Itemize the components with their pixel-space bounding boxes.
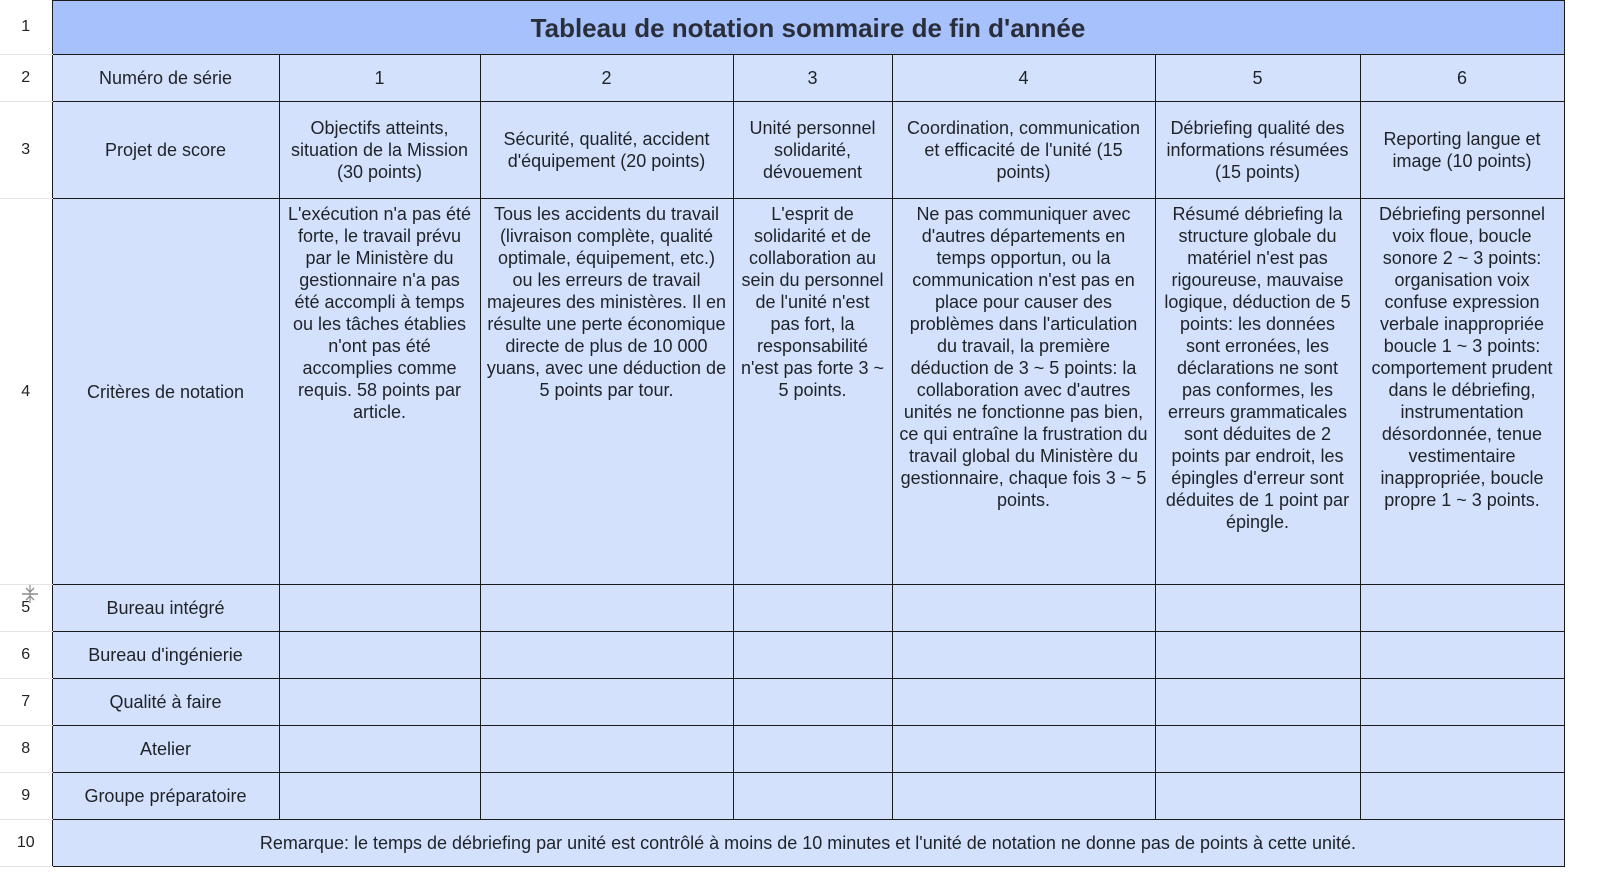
unit-cell[interactable]: Bureau intégré — [52, 585, 279, 632]
project-cell[interactable]: Objectifs atteints, situation de la Mission (30 points) — [279, 102, 480, 199]
row-9 — [0, 773, 1564, 820]
project-label-cell[interactable]: Projet de score — [52, 102, 279, 199]
unit-cell[interactable]: Bureau d'ingénierie — [52, 632, 279, 679]
unit-cell[interactable]: Qualité à faire — [52, 679, 279, 726]
score-cell[interactable] — [279, 679, 480, 726]
row-1 — [0, 1, 1564, 55]
score-cell[interactable] — [892, 679, 1155, 726]
score-cell[interactable] — [279, 773, 480, 820]
score-cell[interactable] — [892, 773, 1155, 820]
row-3 — [0, 102, 1564, 199]
row-4 — [0, 199, 1564, 585]
row-number[interactable]: 4 — [0, 199, 52, 585]
unit-cell[interactable]: Groupe préparatoire — [52, 773, 279, 820]
criteria-cell[interactable]: Ne pas communiquer avec d'autres départements en temps opportun, ou la communication n'est pas en place pour causer des problèmes dans l'articulation du travail, la première déduction de 3 ~ 5 points: la collaboration avec d'autres unités ne fonctionne pas bien, ce qui entraîne la frustration du travail global du Ministère du gestionnaire, chaque fois 3 ~ 5 points. — [892, 199, 1155, 585]
project-cell[interactable]: Unité personnel solidarité, dévouement — [733, 102, 892, 199]
row-8 — [0, 726, 1564, 773]
row-number[interactable]: 1 — [0, 1, 52, 55]
project-cell[interactable]: Sécurité, qualité, accident d'équipement (20 points) — [480, 102, 733, 199]
serial-label-cell[interactable]: Numéro de série — [52, 55, 279, 102]
score-cell[interactable] — [1360, 726, 1564, 773]
criteria-cell[interactable]: Tous les accidents du travail (livraison complète, qualité optimale, équipement, etc.) ou les erreurs de travail majeures des ministères. Il en résulte une perte économique directe de plus de 10 000 yuans, avec une déduction de 5 points par tour. — [480, 199, 733, 585]
row-number[interactable]: 2 — [0, 55, 52, 102]
unit-cell[interactable]: Atelier — [52, 726, 279, 773]
row-number[interactable]: 5 — [0, 585, 52, 632]
score-cell[interactable] — [480, 773, 733, 820]
criteria-cell[interactable]: Débriefing personnel voix floue, boucle sonore 2 ~ 3 points: organisation voix confuse expression verbale inappropriée boucle 1 ~ 3 points: comportement prudent dans le débriefing, instrumentation désordonnée, tenue vestimentaire inappropriée, boucle propre 1 ~ 3 points. — [1360, 199, 1564, 585]
serial-cell[interactable]: 1 — [279, 55, 480, 102]
serial-cell[interactable]: 3 — [733, 55, 892, 102]
score-cell[interactable] — [733, 585, 892, 632]
criteria-cell[interactable]: Résumé débriefing la structure globale du matériel n'est pas rigoureuse, mauvaise logique, déduction de 5 points: les données sont erronées, les déclarations ne sont pas conformes, les erreurs grammaticales sont déduites de 2 points par endroit, les épingles d'erreur sont déduites de 1 point par épingle. — [1155, 199, 1360, 585]
row-7 — [0, 679, 1564, 726]
row-resize-icon-glyph — [19, 583, 41, 605]
score-cell[interactable] — [733, 773, 892, 820]
score-cell[interactable] — [892, 585, 1155, 632]
criteria-cell[interactable]: L'esprit de solidarité et de collaboration au sein du personnel de l'unité n'est pas fort, la responsabilité n'est pas forte 3 ~ 5 points. — [733, 199, 892, 585]
score-cell[interactable] — [279, 632, 480, 679]
score-cell[interactable] — [279, 726, 480, 773]
project-cell[interactable]: Débriefing qualité des informations résumées (15 points) — [1155, 102, 1360, 199]
criteria-cell[interactable]: L'exécution n'a pas été forte, le travail prévu par le Ministère du gestionnaire n'a pas été accompli à temps ou les tâches établies n'ont pas été accomplies comme requis. 58 points par article. — [279, 199, 480, 585]
row-5 — [0, 585, 1564, 632]
title-cell[interactable]: Tableau de notation sommaire de fin d'année — [52, 1, 1564, 55]
score-cell[interactable] — [1155, 726, 1360, 773]
score-cell[interactable] — [733, 726, 892, 773]
row-6 — [0, 632, 1564, 679]
criteria-label-cell[interactable]: Critères de notation — [52, 199, 279, 585]
score-cell[interactable] — [1360, 773, 1564, 820]
score-cell[interactable] — [1155, 585, 1360, 632]
score-cell[interactable] — [892, 726, 1155, 773]
score-cell[interactable] — [1155, 679, 1360, 726]
row-number[interactable]: 7 — [0, 679, 52, 726]
serial-cell[interactable]: 2 — [480, 55, 733, 102]
score-cell[interactable] — [480, 632, 733, 679]
score-cell[interactable] — [733, 632, 892, 679]
score-cell[interactable] — [892, 632, 1155, 679]
score-cell[interactable] — [1155, 773, 1360, 820]
row-number[interactable]: 8 — [0, 726, 52, 773]
row-number[interactable]: 9 — [0, 773, 52, 820]
serial-cell[interactable]: 6 — [1360, 55, 1564, 102]
score-cell[interactable] — [279, 585, 480, 632]
project-cell[interactable]: Coordination, communication et efficacité de l'unité (15 points) — [892, 102, 1155, 199]
serial-cell[interactable]: 5 — [1155, 55, 1360, 102]
project-cell[interactable]: Reporting langue et image (10 points) — [1360, 102, 1564, 199]
row-number[interactable]: 6 — [0, 632, 52, 679]
row-number[interactable]: 3 — [0, 102, 52, 199]
row-10 — [0, 820, 1564, 867]
row-number[interactable]: 10 — [0, 820, 52, 867]
score-cell[interactable] — [480, 679, 733, 726]
score-cell[interactable] — [1360, 679, 1564, 726]
row-resize-icon[interactable] — [19, 583, 41, 605]
serial-cell[interactable]: 4 — [892, 55, 1155, 102]
score-cell[interactable] — [480, 726, 733, 773]
score-cell[interactable] — [1360, 632, 1564, 679]
score-cell[interactable] — [1360, 585, 1564, 632]
score-cell[interactable] — [733, 679, 892, 726]
row-2 — [0, 55, 1564, 102]
remark-cell[interactable]: Remarque: le temps de débriefing par unité est contrôlé à moins de 10 minutes et l'unité de notation ne donne pas de points à cette unité. — [52, 820, 1564, 867]
score-cell[interactable] — [1155, 632, 1360, 679]
score-cell[interactable] — [480, 585, 733, 632]
